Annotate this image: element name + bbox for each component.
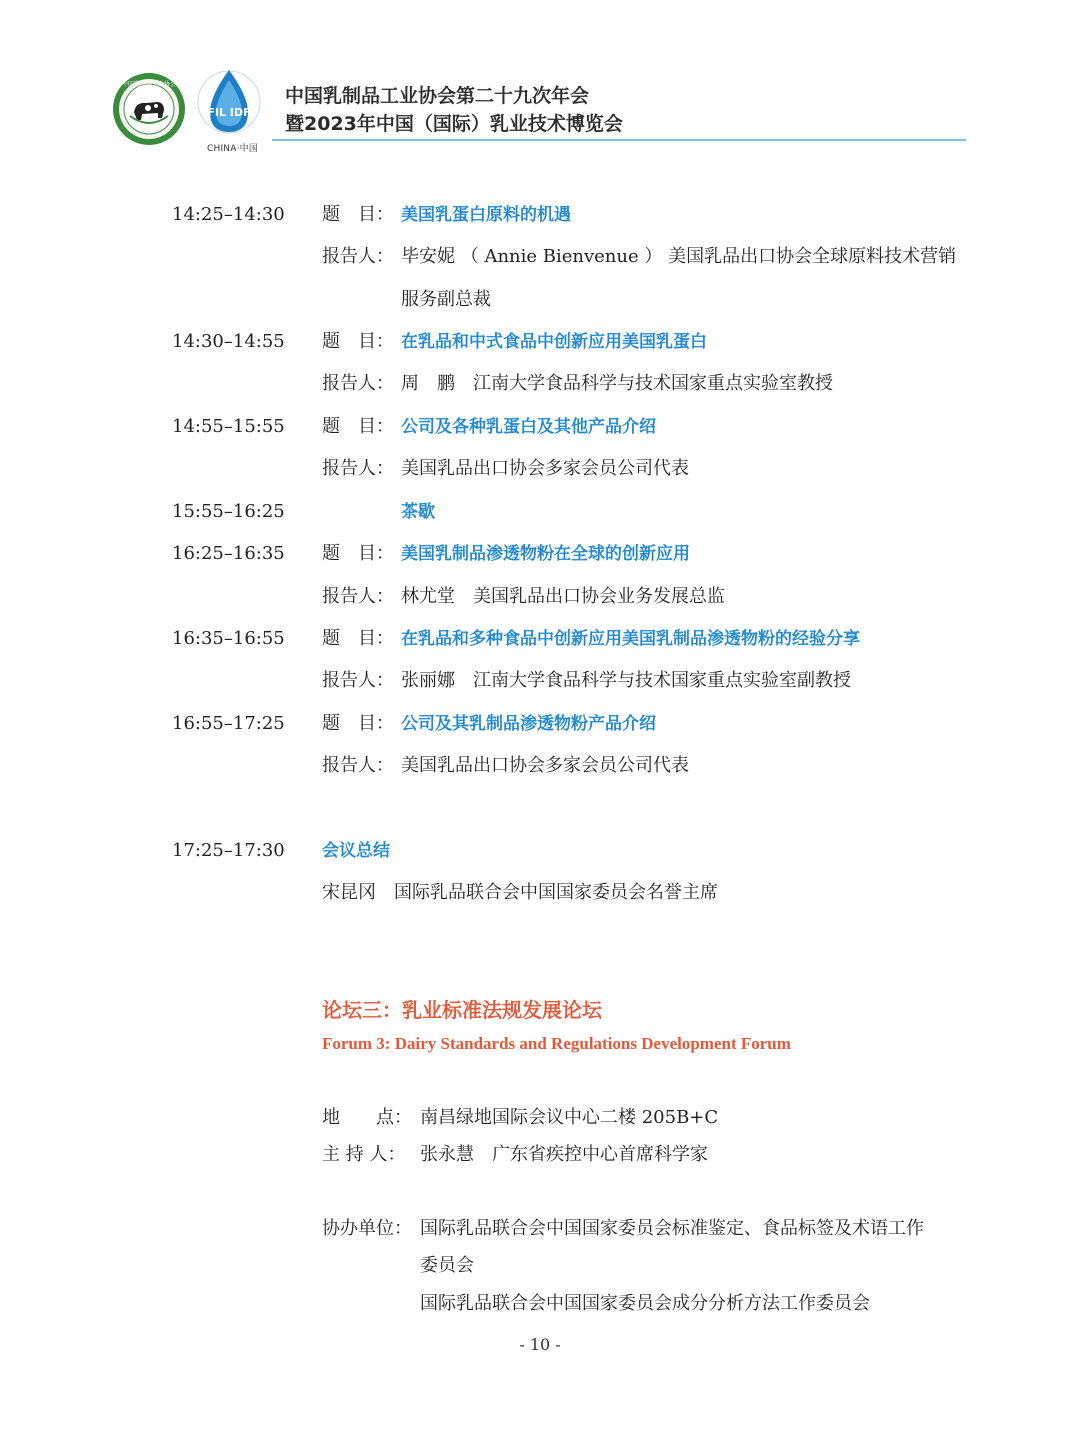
summary-time: 17:25–17:30 <box>172 840 285 861</box>
schedule-topic: 公司及各种乳蛋白及其他产品介绍 <box>401 417 656 437</box>
co-organizer-line1: 国际乳品联合会中国国家委员会标准鉴定、食品标签及术语工作 <box>420 1218 924 1239</box>
topic-label: 题 目： <box>322 416 394 437</box>
schedule-time: 16:55–17:25 <box>172 713 285 734</box>
header-title <box>285 82 623 138</box>
header-title-line2: 暨2023年中国（国际）乳业技术博览会 <box>285 113 623 135</box>
host-label: 主 持 人： <box>322 1144 406 1165</box>
idf-logo-caption: CHINA·中国 <box>207 144 259 154</box>
page-number: - 10 - <box>519 1335 561 1354</box>
co-organizer-label: 协办单位： <box>322 1218 412 1239</box>
schedule-speaker: 林尤堂 美国乳品出口协会业务发展总监 <box>401 586 725 607</box>
forum-title-cn: 论坛三：乳业标准法规发展论坛 <box>322 998 602 1022</box>
schedule-topic: 在乳品和中式食品中创新应用美国乳蛋白 <box>401 332 707 352</box>
speaker-label: 报告人： <box>322 246 394 267</box>
location-label: 地 点： <box>322 1107 412 1128</box>
topic-label: 题 目： <box>322 543 394 564</box>
schedule-topic: 美国乳蛋白原料的机遇 <box>401 205 571 225</box>
speaker-label: 报告人： <box>322 670 394 691</box>
break-label: 茶歇 <box>401 502 435 522</box>
header-divider <box>272 139 966 141</box>
schedule-topic: 公司及其乳制品渗透物粉产品介绍 <box>401 714 656 734</box>
schedule-time: 14:25–14:30 <box>172 204 285 225</box>
schedule-speaker: 毕安妮 （ Annie Bienvenue ） 美国乳品出口协会全球原料技术营销 <box>401 246 957 267</box>
topic-label: 题 目： <box>322 628 394 649</box>
location-value: 南昌绿地国际会议中心二楼 205B+C <box>420 1107 719 1128</box>
topic-label: 题 目： <box>322 331 394 352</box>
schedule-topic: 美国乳制品渗透物粉在全球的创新应用 <box>401 544 690 564</box>
schedule-speaker-cont: 服务副总裁 <box>401 289 491 310</box>
schedule-time: 15:55–16:25 <box>172 501 285 522</box>
header-title-line1: 中国乳制品工业协会第二十九次年会 <box>285 85 590 107</box>
topic-label: 题 目： <box>322 204 394 225</box>
schedule-topic: 在乳品和多种食品中创新应用美国乳制品渗透物粉的经验分享 <box>401 629 860 649</box>
schedule-speaker: 美国乳品出口协会多家会员公司代表 <box>401 458 689 479</box>
speaker-label: 报告人： <box>322 586 394 607</box>
speaker-label: 报告人： <box>322 755 394 776</box>
schedule-time: 16:25–16:35 <box>172 543 285 564</box>
idf-logo-text: FIL IDF <box>207 106 251 119</box>
schedule-speaker: 美国乳品出口协会多家会员公司代表 <box>401 755 689 776</box>
schedule-time: 14:55–15:55 <box>172 416 285 437</box>
cdia-logo-text: 中国乳制品工业协会 <box>121 81 177 88</box>
topic-label: 题 目： <box>322 713 394 734</box>
schedule-time: 16:35–16:55 <box>172 628 285 649</box>
speaker-label: 报告人： <box>322 458 394 479</box>
cdia-logo <box>112 72 186 146</box>
summary-title: 会议总结 <box>322 841 390 861</box>
schedule-time: 14:30–14:55 <box>172 331 285 352</box>
schedule-speaker: 张丽娜 江南大学食品科学与技术国家重点实验室副教授 <box>401 670 851 691</box>
host-value: 张永慧 广东省疾控中心首席科学家 <box>420 1144 708 1165</box>
idf-logo <box>196 66 262 146</box>
page-header <box>0 0 1080 160</box>
schedule-speaker: 周 鹏 江南大学食品科学与技术国家重点实验室教授 <box>401 373 833 394</box>
forum-title-en: Forum 3: Dairy Standards and Regulations Development Forum <box>322 1034 791 1053</box>
co-organizer-line3: 国际乳品联合会中国国家委员会成分分析方法工作委员会 <box>420 1293 870 1314</box>
co-organizer-line2: 委员会 <box>420 1255 474 1276</box>
summary-person: 宋昆冈 国际乳品联合会中国国家委员会名誉主席 <box>322 882 718 903</box>
speaker-label: 报告人： <box>322 373 394 394</box>
